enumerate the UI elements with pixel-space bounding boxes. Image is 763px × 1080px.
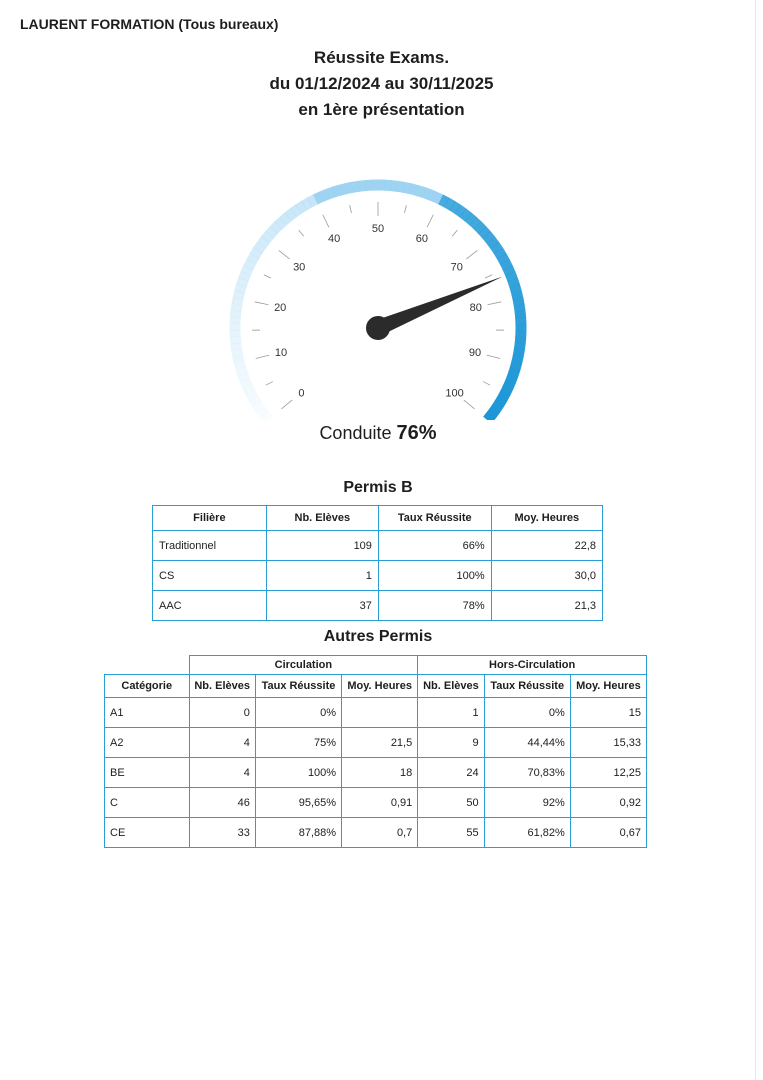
- cell-nb-eleves-hc: 24: [418, 758, 484, 788]
- col-header-filiere: Filière: [153, 506, 267, 531]
- gauge-arc-segment: [293, 209, 299, 213]
- gauge-tick: [350, 205, 352, 213]
- report-subtitle: en 1ère présentation: [298, 100, 465, 119]
- gauge-arc-segment: [237, 298, 238, 305]
- gauge-arc-segment: [265, 235, 269, 240]
- gauge-arc-segment: [248, 387, 251, 393]
- gauge-caption: [0, 422, 756, 445]
- gauge-tick: [405, 205, 407, 213]
- gauge-tick: [255, 302, 269, 305]
- gauge-tick: [256, 355, 270, 358]
- gauge-arc-segment: [238, 292, 240, 299]
- gauge-arc-segment: [274, 225, 279, 230]
- col-header-taux-reussite: Taux Réussite: [378, 506, 491, 531]
- gauge-arc-segment: [243, 375, 245, 381]
- gauge-arc-segment: [458, 209, 464, 213]
- gauge-arc-segment: [235, 337, 236, 344]
- gauge-arc-segment: [508, 381, 511, 387]
- cell-taux-reussite-hc: 92%: [484, 788, 570, 818]
- gauge-needle-pointer: [375, 277, 503, 336]
- cell-taux-reussite: 100%: [255, 758, 341, 788]
- cell-taux-reussite-hc: 0%: [484, 698, 570, 728]
- cell-categorie: CE: [105, 818, 190, 848]
- col-header-nb-eleves: Nb. Elèves: [189, 675, 255, 698]
- report-period: du 01/12/2024 au 30/11/2025: [269, 74, 494, 93]
- gauge-arc-segment: [236, 304, 237, 311]
- gauge-tick-label: 40: [328, 233, 341, 246]
- table-row: [105, 758, 647, 788]
- gauge-arc-segment: [519, 305, 520, 312]
- gauge-tick: [466, 250, 477, 259]
- gauge-arc-segment: [518, 350, 519, 357]
- gauge-arc-segment: [520, 337, 521, 344]
- gauge-arc-segment: [235, 311, 236, 318]
- gauge-arc-segment: [250, 393, 253, 399]
- gauge-arc-segment: [520, 311, 521, 318]
- col-header-moy-heures: Moy. Heures: [491, 506, 602, 531]
- gauge-arc-segment: [241, 369, 243, 375]
- gauge-tick: [266, 382, 273, 386]
- organization-name: LAURENT FORMATION (Tous bureaux): [20, 16, 279, 32]
- table-row: [153, 561, 603, 591]
- cell-nb-eleves: 4: [189, 728, 255, 758]
- gauge-arc-segment: [515, 363, 517, 370]
- gauge-arc-segment: [240, 285, 242, 292]
- cell-moy-heures: 18: [342, 758, 418, 788]
- gauge-tick: [299, 230, 304, 236]
- table-row: [105, 788, 647, 818]
- cell-moy-heures-hc: 0,92: [570, 788, 646, 818]
- gauge-arc-segment: [517, 356, 519, 363]
- gauge-tick-label: 100: [445, 387, 464, 400]
- gauge-arc-segment: [441, 199, 447, 202]
- cell-categorie: A2: [105, 728, 190, 758]
- cell-nb-eleves: 46: [189, 788, 255, 818]
- gauge-arc-segment: [248, 261, 251, 267]
- gauge-tick-label: 30: [293, 261, 306, 274]
- gauge-arc-segment: [491, 410, 495, 416]
- gauge-tick: [485, 275, 492, 278]
- cell-moy-heures-hc: 15: [570, 698, 646, 728]
- gauge-arc-segment: [346, 187, 353, 188]
- autres-permis-table: [104, 655, 647, 848]
- cell-nb-eleves-hc: 9: [418, 728, 484, 758]
- gauge-arc-segment: [518, 298, 519, 305]
- gauge-needle-hub: [366, 316, 390, 340]
- gauge-arc-segment: [505, 262, 508, 268]
- gauge-tick-label: 80: [469, 302, 482, 315]
- gauge-arc-segment: [499, 399, 503, 405]
- empty-corner: [105, 656, 190, 675]
- cell-taux-reussite-hc: 61,82%: [484, 818, 570, 848]
- group-header-row: [105, 656, 647, 675]
- cell-taux-reussite: 100%: [378, 561, 491, 591]
- gauge-arc-segment: [508, 268, 511, 274]
- gauge-arc-segment: [519, 343, 520, 350]
- gauge-arc-segment: [321, 194, 327, 197]
- gauge-arc-segment: [264, 415, 268, 420]
- permis-b-table: [152, 505, 603, 621]
- cell-filiere: Traditionnel: [153, 531, 267, 561]
- cell-taux-reussite: 66%: [378, 531, 491, 561]
- gauge-arc-segment: [516, 292, 518, 299]
- gauge-arc-segment: [258, 245, 262, 251]
- group-header-hors-circulation: Hors-Circulation: [418, 656, 647, 675]
- cell-categorie: BE: [105, 758, 190, 788]
- gauge-arc-segment: [257, 404, 261, 410]
- cell-moy-heures: 0,91: [342, 788, 418, 818]
- gauge-arc-segment: [410, 189, 417, 191]
- gauge-arc-segment: [352, 186, 359, 187]
- cell-moy-heures: [342, 698, 418, 728]
- cell-taux-reussite-hc: 70,83%: [484, 758, 570, 788]
- gauge-tick-label: 20: [274, 302, 287, 315]
- gauge-arc-segment: [239, 362, 241, 369]
- gauge-arc-segment: [251, 256, 254, 262]
- gauge-arc-segment: [505, 387, 508, 393]
- cell-moy-heures: 21,5: [342, 728, 418, 758]
- gauge-arc-segment: [238, 356, 239, 363]
- gauge-tick-label: 50: [371, 223, 385, 235]
- cell-nb-eleves: 0: [189, 698, 255, 728]
- gauge-tick: [279, 250, 290, 259]
- table-row: [153, 591, 603, 621]
- gauge-tick-labels: [274, 223, 482, 399]
- table-header-row: [105, 675, 647, 698]
- group-header-circulation: Circulation: [189, 656, 418, 675]
- gauge-tick: [487, 355, 501, 358]
- success-gauge: [0, 150, 763, 420]
- report-title: Réussite Exams.: [313, 48, 450, 67]
- cell-nb-eleves-hc: 50: [418, 788, 484, 818]
- gauge-arc-segment: [236, 343, 237, 350]
- gauge-arc-segment: [495, 404, 499, 410]
- gauge-arc-segment: [468, 217, 473, 221]
- table-row: [105, 728, 647, 758]
- gauge-tick: [452, 230, 457, 236]
- col-header-nb-eleves: Nb. Elèves: [266, 506, 378, 531]
- cell-taux-reussite: 87,88%: [255, 818, 341, 848]
- gauge-arc-segment: [304, 202, 310, 205]
- gauge-tick-label: 10: [274, 347, 288, 360]
- cell-moy-heures: 30,0: [491, 561, 602, 591]
- gauge-arc-segment: [261, 240, 265, 245]
- gauge-arc-segment: [243, 273, 245, 279]
- cell-moy-heures-hc: 12,25: [570, 758, 646, 788]
- table-row: [105, 818, 647, 848]
- gauge-tick-label: 60: [415, 233, 428, 246]
- gauge-arc-segment: [491, 240, 495, 245]
- gauge-tick: [323, 215, 329, 228]
- gauge-tick: [427, 215, 433, 228]
- cell-nb-eleves: 4: [189, 758, 255, 788]
- gauge-tick-label: 90: [468, 347, 482, 360]
- gauge-arc-segment: [397, 186, 404, 187]
- gauge-arc-segment: [237, 350, 238, 357]
- gauge-arc-segment: [463, 213, 468, 217]
- gauge-tick: [488, 302, 502, 305]
- gauge-arc-segment: [513, 369, 515, 375]
- gauge-arc-segment: [391, 186, 398, 187]
- gauge-arc-segment: [515, 286, 517, 293]
- gauge-arc-segment: [482, 230, 487, 235]
- gauge-arc-segment: [513, 280, 515, 286]
- cell-taux-reussite: 0%: [255, 698, 341, 728]
- gauge-arc-segment: [246, 267, 249, 273]
- gauge-needle: [366, 277, 503, 340]
- cell-nb-eleves-hc: 1: [418, 698, 484, 728]
- gauge-arc-segment: [404, 187, 411, 188]
- col-header-taux-reussite: Taux Réussite: [255, 675, 341, 698]
- cell-moy-heures: 22,8: [491, 531, 602, 561]
- gauge-tick-label: 70: [450, 261, 463, 274]
- gauge-arc-segment: [416, 190, 423, 192]
- gauge-arc-segment: [288, 213, 293, 217]
- gauge-arc-segment: [495, 245, 499, 251]
- gauge-tick: [483, 382, 490, 386]
- gauge-arc-segment: [283, 217, 288, 221]
- gauge-arc-segment: [478, 225, 483, 230]
- cell-nb-eleves: 1: [266, 561, 378, 591]
- cell-nb-eleves: 33: [189, 818, 255, 848]
- gauge-value: 76%: [396, 422, 437, 444]
- cell-taux-reussite: 75%: [255, 728, 341, 758]
- permis-b-title: Permis B: [343, 479, 413, 496]
- gauge-arc-segment: [452, 206, 458, 210]
- gauge-arc-segment: [260, 409, 264, 415]
- gauge-arc-segment: [446, 202, 452, 205]
- cell-nb-eleves: 109: [266, 531, 378, 561]
- gauge-tick: [281, 400, 292, 409]
- gauge-tick-label: 0: [298, 387, 305, 400]
- gauge-arc-segment: [327, 192, 333, 194]
- gauge-arc-segment: [241, 279, 243, 285]
- gauge-arc-segment: [359, 186, 366, 187]
- cell-moy-heures-hc: 0,67: [570, 818, 646, 848]
- gauge-arc-segment: [502, 256, 505, 262]
- gauge-arc-segment: [502, 393, 505, 399]
- autres-permis-title: Autres Permis: [323, 628, 433, 645]
- gauge-arc-segment: [298, 206, 304, 210]
- gauge-arc-segment: [435, 197, 441, 200]
- col-header-nb-eleves-hc: Nb. Elèves: [418, 675, 484, 698]
- cell-nb-eleves: 37: [266, 591, 378, 621]
- cell-filiere: AAC: [153, 591, 267, 621]
- gauge-arc-segment: [254, 250, 258, 256]
- table-row: [153, 531, 603, 561]
- cell-moy-heures: 0,7: [342, 818, 418, 848]
- cell-categorie: A1: [105, 698, 190, 728]
- gauge-arc-segment: [269, 230, 274, 235]
- col-header-moy-heures-hc: Moy. Heures: [570, 675, 646, 698]
- gauge-tick: [264, 275, 271, 278]
- gauge-arc-segment: [510, 274, 512, 280]
- gauge-arc-segment: [278, 221, 283, 226]
- gauge-arc-segment: [487, 235, 491, 240]
- cell-filiere: CS: [153, 561, 267, 591]
- col-header-moy-heures: Moy. Heures: [342, 675, 418, 698]
- table-row: [105, 698, 647, 728]
- cell-categorie: C: [105, 788, 190, 818]
- gauge-arc-segment: [429, 194, 435, 197]
- col-header-categorie: Catégorie: [105, 675, 190, 698]
- col-header-taux-reussite-hc: Taux Réussite: [484, 675, 570, 698]
- table-header-row: [153, 506, 603, 531]
- cell-nb-eleves-hc: 55: [418, 818, 484, 848]
- gauge-arc-segment: [333, 190, 340, 192]
- gauge-arc-segment: [511, 375, 513, 381]
- gauge-arc-segment: [423, 192, 429, 194]
- cell-taux-reussite-hc: 44,44%: [484, 728, 570, 758]
- cell-moy-heures: 21,3: [491, 591, 602, 621]
- gauge-arc-segment: [340, 189, 347, 191]
- gauge-arc-segment: [473, 221, 478, 226]
- cell-taux-reussite: 78%: [378, 591, 491, 621]
- gauge-arc-segment: [315, 197, 321, 200]
- gauge-tick: [464, 400, 475, 409]
- cell-taux-reussite: 95,65%: [255, 788, 341, 818]
- gauge-arc-segment: [498, 251, 502, 257]
- gauge-label: Conduite: [319, 423, 392, 443]
- gauge-arc-segment: [254, 398, 257, 404]
- cell-moy-heures-hc: 15,33: [570, 728, 646, 758]
- gauge-arc-segment: [487, 415, 491, 420]
- gauge-arc-segment: [245, 381, 248, 387]
- gauge-arc-segment: [310, 199, 316, 202]
